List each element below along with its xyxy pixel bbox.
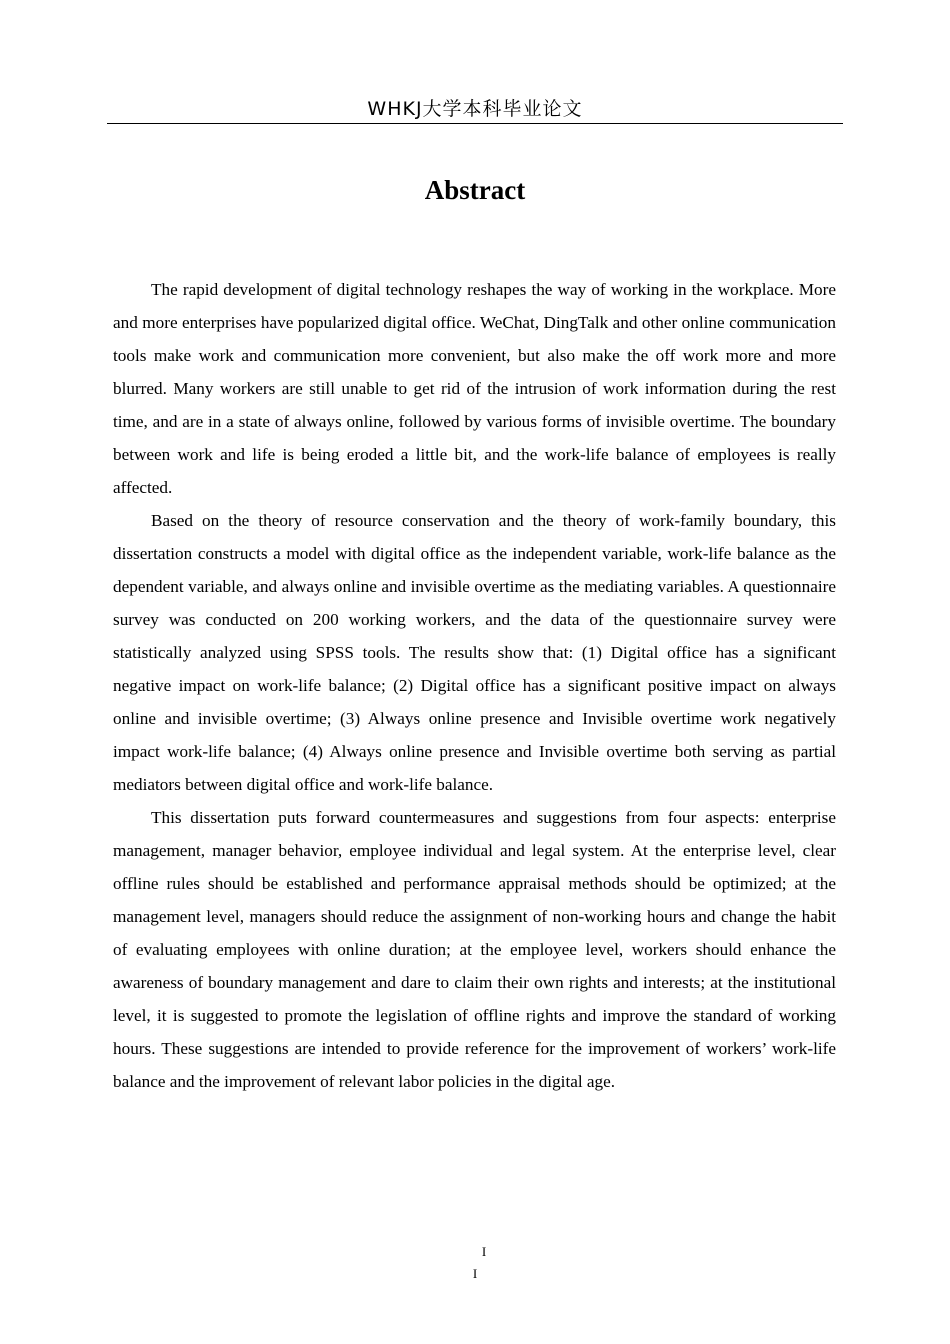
abstract-paragraph-3: This dissertation puts forward countermeasures and suggestions from four aspects: enterprise management, manager behavior, employee individual and legal system. At the enterprise level, clear offline rules should be established and performance appraisal methods should be optimized; at the management level, managers should reduce the assignment of non-working hours and change the habit of evaluating employees with online duration; at the employee level, workers should enhance the awareness of boundary management and dare to claim their own rights and interests; at the institutional level, it is suggested to promote the legislation of offline rights and improve the standard of working hours. These suggestions are intended to provide reference for the improvement of workers’ work-life balance and the improvement of relevant labor policies in the digital age. bbox=[113, 808, 836, 1091]
abstract-paragraph-2: Based on the theory of resource conservation and the theory of work-family boundary, this dissertation constructs a model with digital office as the independent variable, work-life balance as the dependent variable, and always online and invisible overtime as the mediating variables. A questionnaire survey was conducted on 200 working workers, and the data of the questionnaire survey were statistically analyzed using SPSS tools. The results show that: (1) Digital office has a significant negative impact on work-life balance; (2) Digital office has a significant positive impact on always online and invisible overtime; (3) Always online presence and Invisible overtime work negatively impact work-life balance; (4) Always online presence and Invisible overtime both serving as partial mediators between digital office and work-life balance. bbox=[113, 511, 836, 794]
running-header bbox=[107, 96, 843, 124]
abstract-body bbox=[113, 273, 836, 1098]
page-number-upper: I bbox=[481, 1244, 487, 1259]
page-number-lower: I bbox=[472, 1266, 478, 1281]
abstract-paragraph-1: The rapid development of digital technology reshapes the way of working in the workplace. More and more enterprises have popularized digital office. WeChat, DingTalk and other online communication tools make work and communication more convenient, but also make the off work more and more blurred. Many workers are still unable to get rid of the intrusion of work information during the rest time, and are in a state of always online, followed by various forms of invisible overtime. The boundary between work and life is being eroded a little bit, and the work-life balance of employees is really affected. bbox=[113, 280, 836, 497]
running-header-title: WHKJ大学本科毕业论文 bbox=[367, 98, 583, 120]
abstract-title: Abstract bbox=[424, 175, 526, 205]
